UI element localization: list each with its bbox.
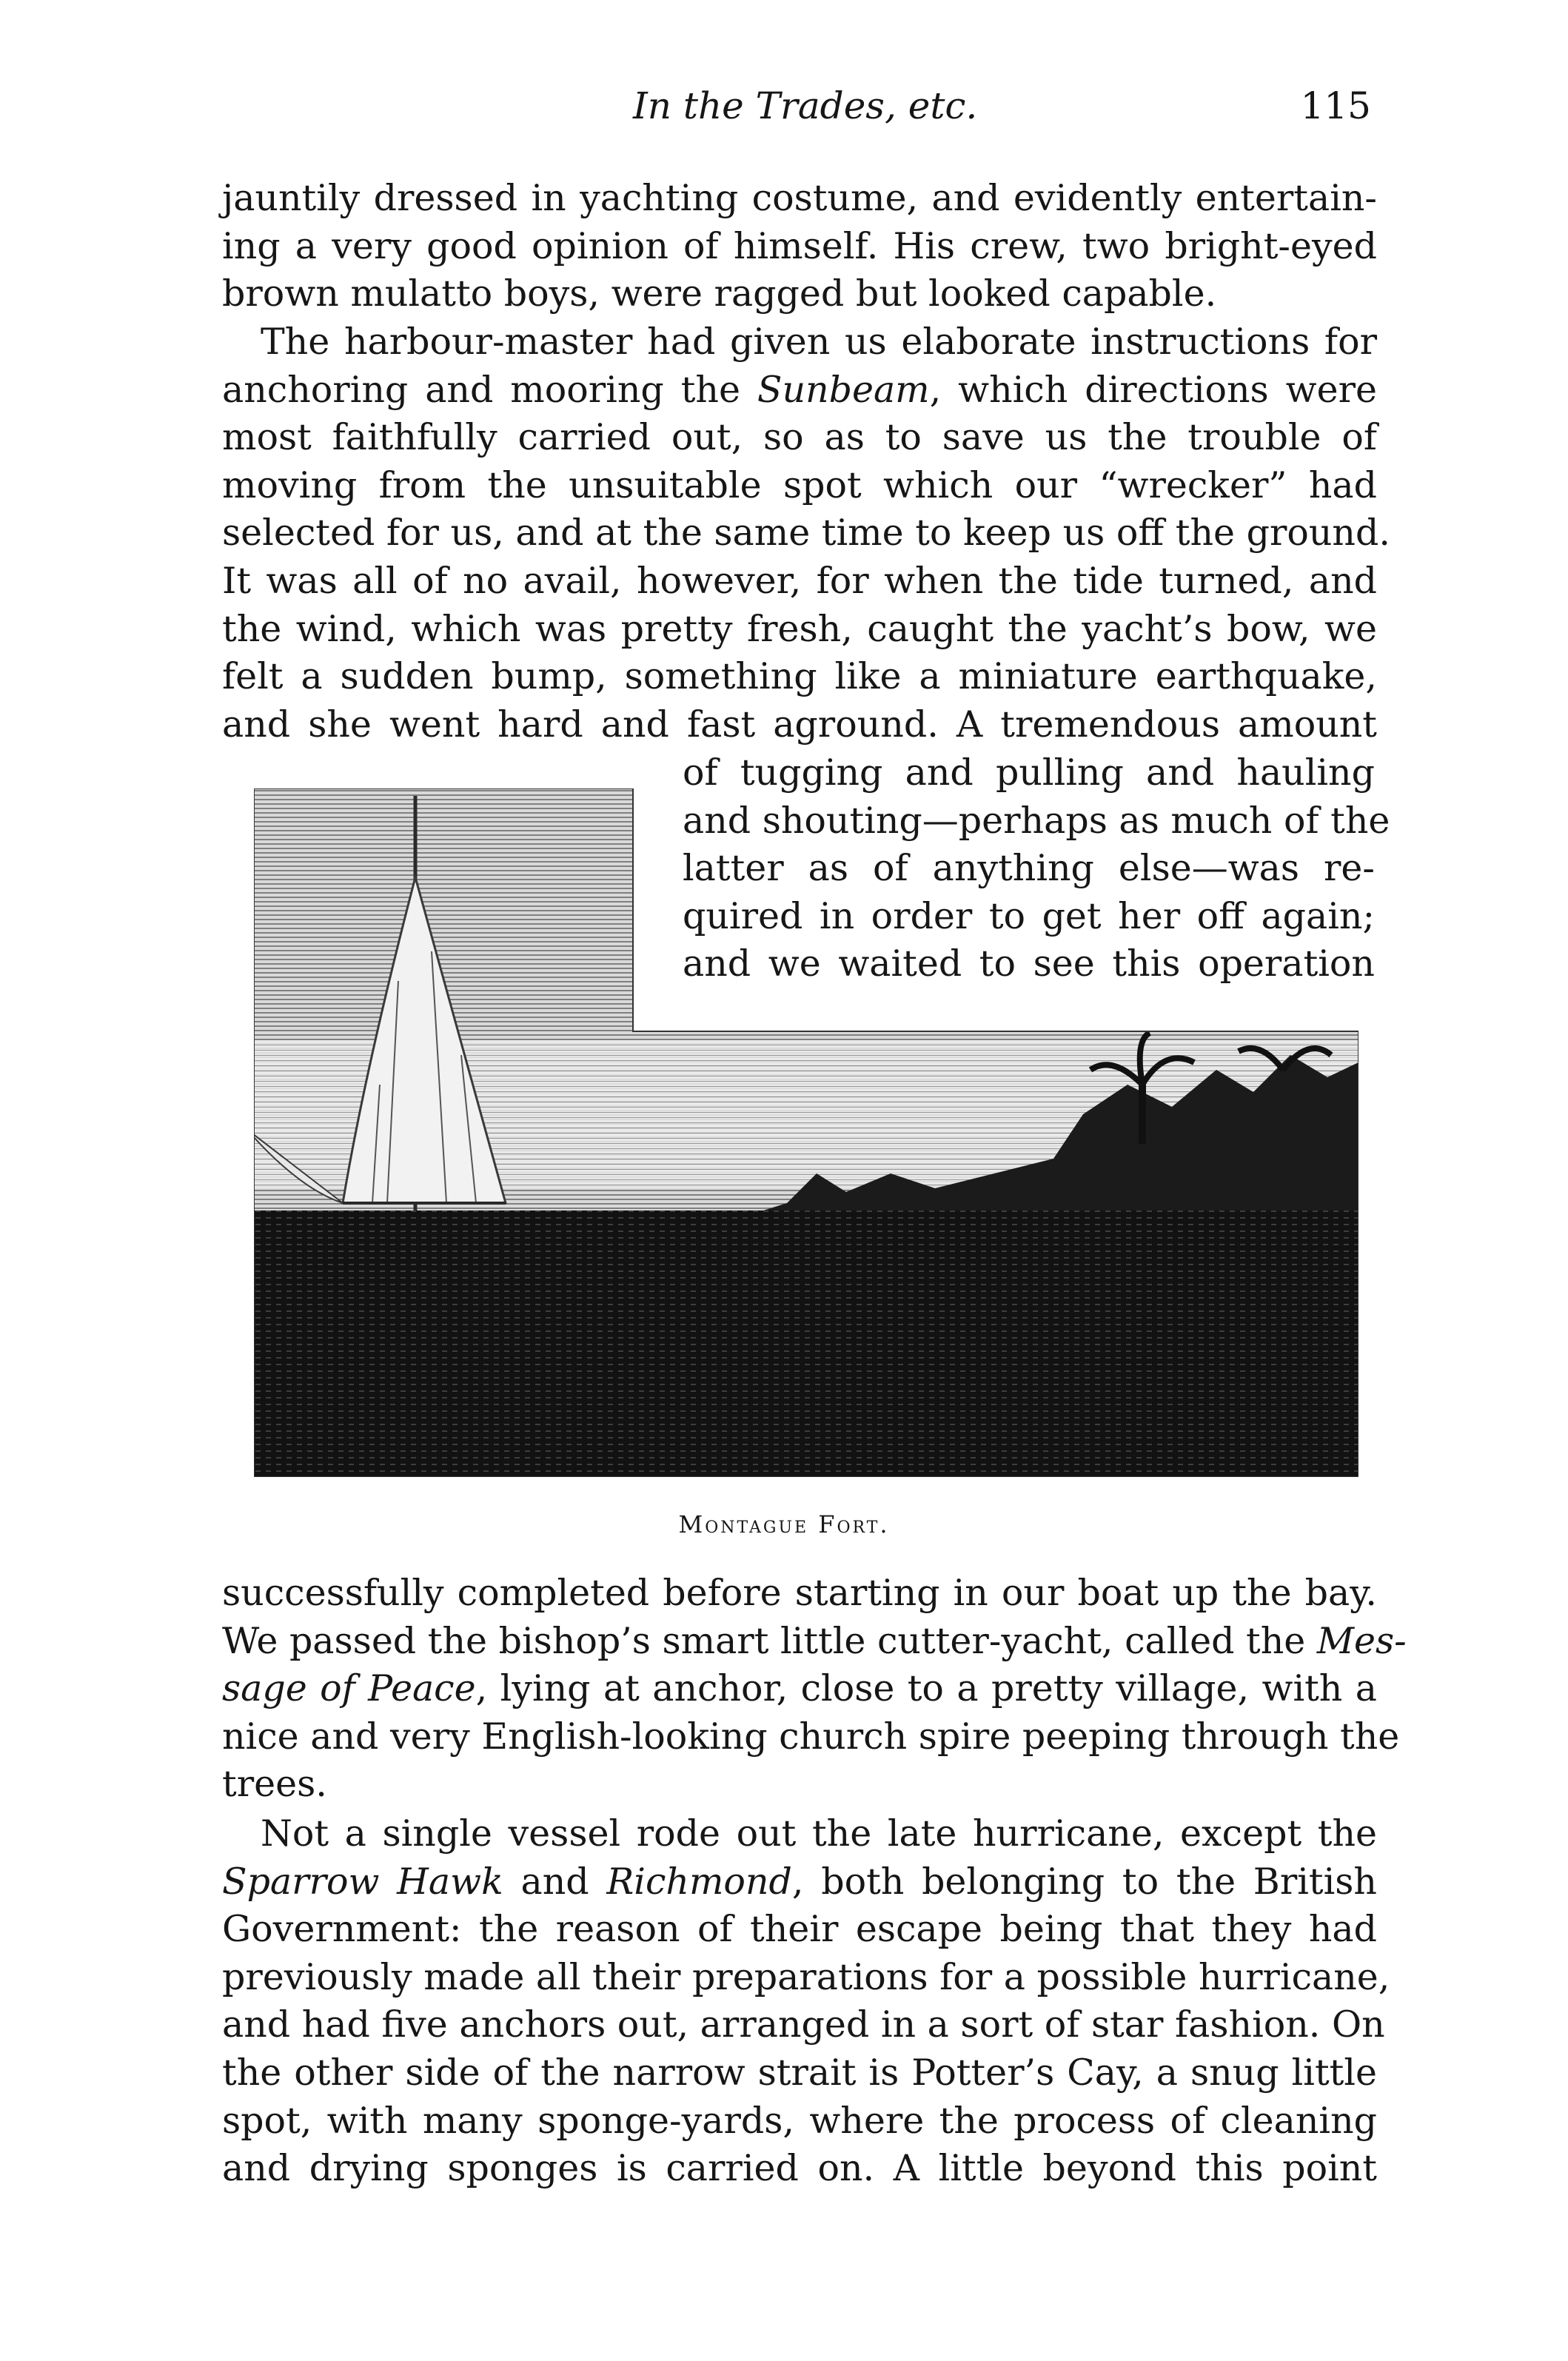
text-line: felt a sudden bump, something like a miniature earthquake, [222,655,1377,698]
montague-fort-engraving [254,788,1358,1477]
text-line: moving from the unsuitable spot which our “wrecker” had [222,463,1377,506]
text-line: spot, with many sponge-yards, where the process of cleaning [222,2099,1377,2142]
text-line: It was all of no avail, however, for when the tide turned, and [222,559,1377,602]
text-line: quired in order to get her off again; [683,894,1375,937]
text-line: nice and very English-looking church spire peeping through the [222,1715,1400,1758]
text-line: and drying sponges is carried on. A little beyond this point [222,2147,1377,2190]
text-line: successfully completed before starting in our boat up the bay. [222,1572,1377,1614]
text-line: trees. [222,1763,327,1806]
page-header [222,84,1377,144]
paragraph-2 [222,318,1390,749]
text-line: Government: the reason of their escape being that they had [222,1908,1377,1951]
text-line: most faithfully carried out, so as to save us the trouble of [222,416,1377,459]
text-line: We passed the bishop’s smart little cutter-yacht, called the Mes- [222,1619,1407,1662]
text-line: jauntily dressed in yachting costume, and evidently entertain- [222,177,1377,219]
text-line: sage of Peace, lying at anchor, close to a pretty village, with a [222,1667,1377,1710]
text-line: selected for us, and at the same time to keep us off the ground. [222,512,1390,555]
text-line: ing a very good opinion of himself. His crew, two bright-eyed [222,224,1377,267]
text-line: and had five anchors out, arranged in a sort of star fashion. On [222,2003,1385,2046]
paragraph-1 [222,175,1377,318]
text-line: of tugging and pulling and hauling [683,751,1375,794]
text-line: Not a single vessel rode out the late hurricane, except the [261,1812,1377,1855]
running-head: In the Trades, etc. [633,84,978,127]
text-line: and we waited to see this operation [683,942,1375,985]
figure-caption: Montague Fort. [678,1510,890,1538]
text-line: and she went hard and fast aground. A tremendous amount [222,703,1377,746]
text-line: Sparrow Hawk and Richmond, both belonging to the British [222,1860,1377,1903]
text-line: latter as of anything else—was re- [683,847,1375,890]
paragraph-3 [222,1570,1407,1809]
text-line: anchoring and mooring the Sunbeam, which directions were [222,368,1377,411]
text-line: the other side of the narrow strait is Potter’s Cay, a snug little [222,2051,1377,2094]
text-line: the wind, which was pretty fresh, caught the yacht’s bow, we [222,607,1377,650]
page-number: 115 [1300,84,1371,127]
text-line: previously made all their preparations for a possible hurricane, [222,1955,1390,1998]
text-line: brown mulatto boys, were ragged but looked capable. [222,272,1217,315]
text-line: The harbour-master had given us elaborate instructions for [261,321,1377,363]
paragraph-4 [222,1810,1390,2193]
text-line: and shouting—perhaps as much of the [683,799,1390,842]
